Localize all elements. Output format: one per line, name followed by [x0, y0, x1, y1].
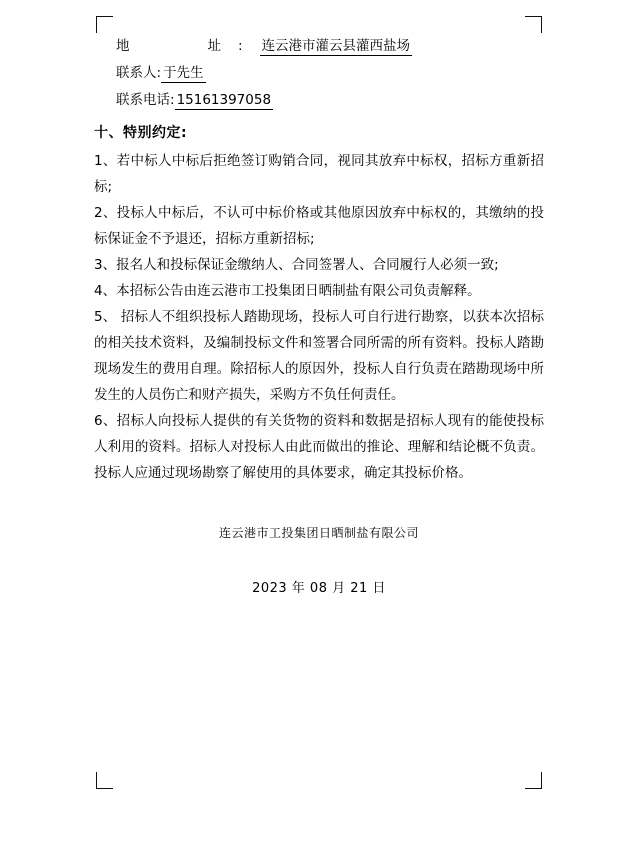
clause-3: 3、报名人和投标保证金缴纳人、合同签署人、合同履行人必须一致; — [94, 257, 499, 273]
address-line — [94, 33, 544, 60]
phone-line — [94, 87, 544, 114]
clause-2: 2、投标人中标后，不认可中标价格或其他原因放弃中标权的，其缴纳的投标保证金不予退还，招标方重新招标; — [94, 205, 544, 247]
contact-person-line — [94, 60, 544, 87]
contact-block — [94, 33, 544, 114]
clause-1: 1、若中标人中标后拒绝签订购销合同，视同其放弃中标权，招标方重新招标; — [94, 153, 544, 195]
clause-6: 6、招标人向投标人提供的有关货物的资料和数据是招标人现有的能使投标人利用的资料。招标人对投标人由此而做出的推论、理解和结论概不负责。投标人应通过现场勘察了解使用的具体要求，确定其投标价格。 — [94, 413, 544, 481]
contact-person-value: 于先生 — [163, 65, 204, 81]
address-value: 连云港市灌云县灌西盐场 — [261, 38, 411, 54]
crop-mark-top-right — [525, 16, 542, 33]
clause-4: 4、本招标公告由连云港市工投集团日晒制盐有限公司负责解释。 — [94, 283, 481, 299]
phone-value: 15161397058 — [176, 92, 272, 108]
crop-mark-bottom-left — [96, 772, 113, 789]
issuer-company: 连云港市工投集团日晒制盐有限公司 — [218, 526, 419, 540]
clause-5: 5、 招标人不组织投标人踏勘现场，投标人可自行进行勘察，以获本次招标的相关技术资料，及编制投标文件和签署合同所需的所有资料。投标人踏勘现场发生的费用自理。除招标人的原因外，投标人自行负责在踏勘现场中所发生的人员伤亡和财产损失，采购方不负任何责任。 — [94, 309, 544, 403]
document-content — [94, 33, 544, 596]
crop-mark-top-left — [96, 16, 113, 33]
phone-label: 联系电话: — [116, 92, 175, 108]
document-date: 2023 年 08 月 21 日 — [252, 581, 386, 596]
section-heading: 十、特别约定: — [94, 125, 188, 141]
crop-mark-bottom-right — [525, 772, 542, 789]
address-label: 地 址: — [116, 38, 260, 54]
contact-person-label: 联系人: — [116, 65, 162, 81]
